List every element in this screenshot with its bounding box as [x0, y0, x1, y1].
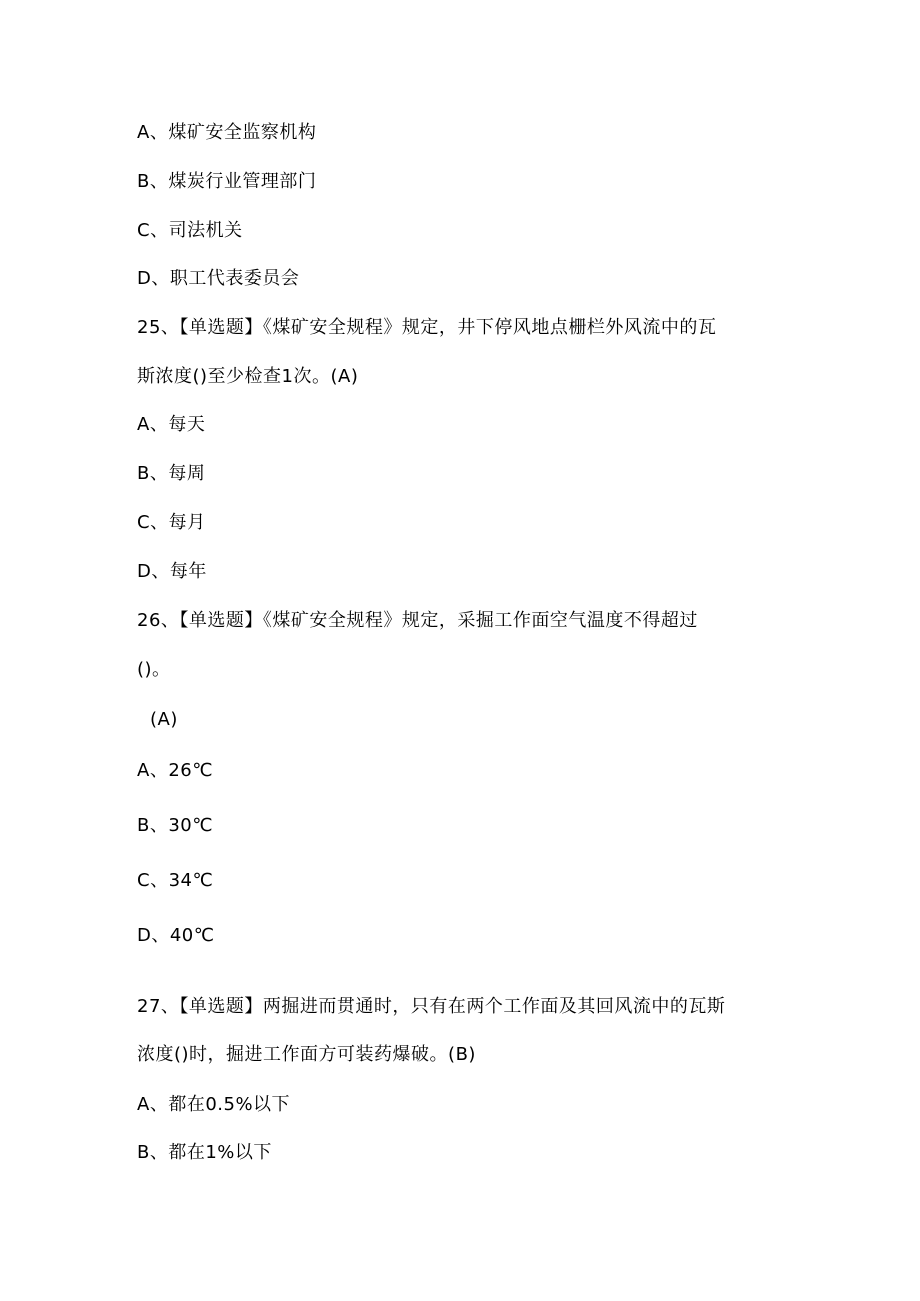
q26-question-line2: ()。: [137, 659, 171, 680]
q25-option-c: C、每月: [137, 512, 206, 533]
q25-option-d: D、每年: [137, 561, 207, 582]
q26-option-c: C、34℃: [137, 870, 214, 891]
q25-question-line2: 斯浓度()至少检查1次。(A): [137, 366, 359, 387]
q24-option-b: B、煤炭行业管理部门: [137, 171, 317, 192]
q26-option-d: D、40℃: [137, 925, 215, 946]
q26-option-a: A、26℃: [137, 760, 213, 781]
q25-option-a: A、每天: [137, 414, 206, 435]
q26-answer: (A): [150, 709, 178, 730]
q25-question-line1: 25、【单选题】《煤矿安全规程》规定，井下停风地点栅栏外风流中的瓦: [137, 317, 717, 338]
q27-option-b: B、都在1%以下: [137, 1142, 272, 1163]
q26-option-b: B、30℃: [137, 815, 213, 836]
q25-option-b: B、每周: [137, 463, 206, 484]
q26-question-line1: 26、【单选题】《煤矿安全规程》规定，采掘工作面空气温度不得超过: [137, 610, 698, 631]
q27-option-a: A、都在0.5%以下: [137, 1094, 291, 1115]
q24-option-d: D、职工代表委员会: [137, 268, 300, 289]
q27-question-line1: 27、【单选题】两掘进而贯通时，只有在两个工作面及其回风流中的瓦斯: [137, 996, 726, 1017]
q24-option-c: C、司法机关: [137, 220, 243, 241]
q24-option-a: A、煤矿安全监察机构: [137, 122, 317, 143]
q27-question-line2: 浓度()时，掘进工作面方可装药爆破。(B): [137, 1044, 476, 1065]
